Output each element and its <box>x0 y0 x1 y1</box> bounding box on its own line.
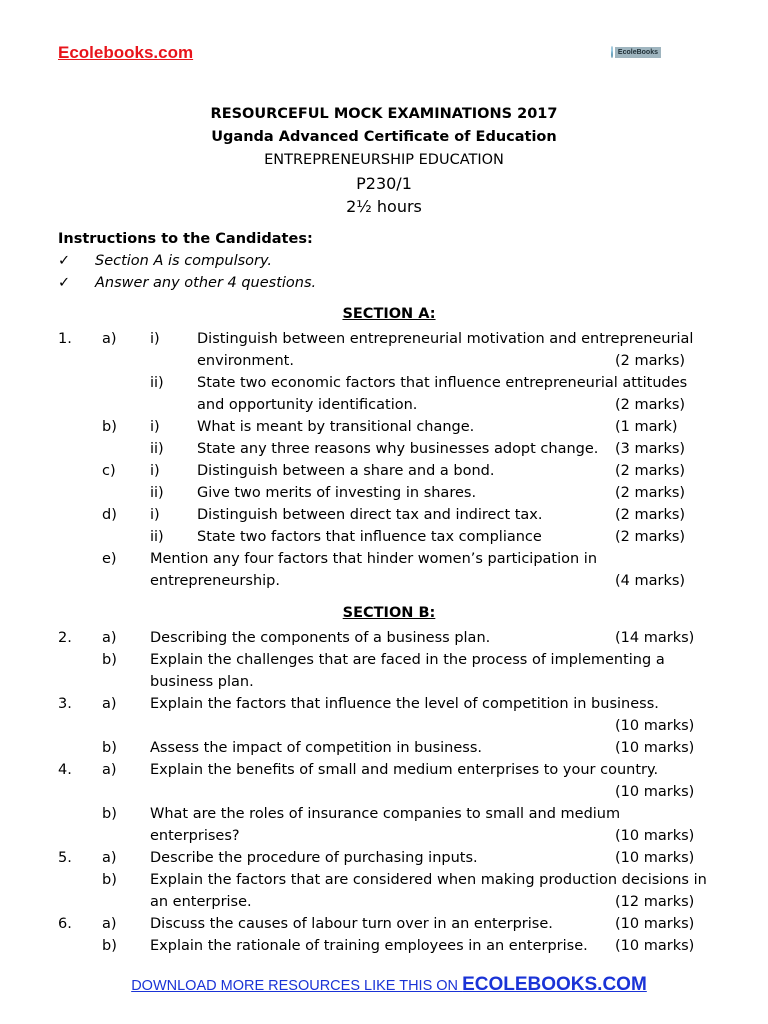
question-part: b) <box>102 740 117 756</box>
logo-wordmark: EcoleBooks <box>615 47 661 58</box>
question-text: and opportunity identification. <box>197 397 418 413</box>
question-row <box>0 847 768 869</box>
question-text: State any three reasons why businesses adopt change. <box>197 441 599 457</box>
question-row <box>0 482 768 504</box>
question-text: Assess the impact of competition in business. <box>150 740 482 756</box>
question-part: d) <box>102 507 117 523</box>
question-marks: (2 marks) <box>615 353 686 369</box>
question-part: a) <box>102 916 117 932</box>
question-text: Explain the challenges that are faced in the process of implementing a <box>150 652 665 668</box>
question-row <box>0 328 768 350</box>
question-row <box>0 394 768 416</box>
question-row <box>0 891 768 913</box>
question-text: an enterprise. <box>150 894 252 910</box>
footer-site: ECOLEBOOKS.COM <box>462 974 647 995</box>
brand-link[interactable]: Ecolebooks.com <box>58 43 194 62</box>
instructions-title: Instructions to the Candidates: <box>58 231 313 247</box>
question-marks: (2 marks) <box>615 397 686 413</box>
question-text: Explain the factors that influence the level of competition in business. <box>150 696 659 712</box>
question-part: b) <box>102 419 117 435</box>
question-part: a) <box>102 331 117 347</box>
question-number: 1. <box>58 331 72 347</box>
question-row <box>0 350 768 372</box>
exam-board: Uganda Advanced Certificate of Education <box>211 129 557 145</box>
question-text: Explain the rationale of training employees in an enterprise. <box>150 938 588 954</box>
paper-code: P230/1 <box>356 174 412 193</box>
question-number: 4. <box>58 762 72 778</box>
question-part: a) <box>102 630 117 646</box>
question-row <box>0 548 768 570</box>
question-subpart: i) <box>150 419 160 435</box>
question-text: Give two merits of investing in shares. <box>197 485 477 501</box>
question-part: b) <box>102 938 117 954</box>
question-part: b) <box>102 806 117 822</box>
question-marks: (3 marks) <box>615 441 686 457</box>
question-subpart: ii) <box>150 485 164 501</box>
question-text: Explain the factors that are considered when making production decisions in <box>150 872 707 888</box>
question-text: Explain the benefits of small and medium enterprises to your country. <box>150 762 659 778</box>
checkmark-icon: ✓ <box>58 275 71 291</box>
question-text: Distinguish between direct tax and indirect tax. <box>197 507 543 523</box>
question-text: entrepreneurship. <box>150 573 280 589</box>
globe-icon <box>611 46 613 58</box>
question-text: Distinguish between a share and a bond. <box>197 463 495 479</box>
question-row <box>0 825 768 847</box>
question-marks: (2 marks) <box>615 463 686 479</box>
instructions <box>58 228 316 294</box>
question-marks: (14 marks) <box>615 630 695 646</box>
question-row <box>0 781 768 803</box>
instruction-text: Answer any other 4 questions. <box>95 275 317 291</box>
question-part: b) <box>102 652 117 668</box>
ecolebooks-logo <box>611 44 661 60</box>
question-subpart: ii) <box>150 529 164 545</box>
question-number: 6. <box>58 916 72 932</box>
question-subpart: i) <box>150 463 160 479</box>
download-footer[interactable] <box>0 974 768 996</box>
question-marks: (10 marks) <box>615 740 695 756</box>
question-row <box>0 671 768 693</box>
exam-title: RESOURCEFUL MOCK EXAMINATIONS 2017 <box>210 106 558 122</box>
question-row <box>0 737 768 759</box>
question-text: Distinguish between entrepreneurial motivation and entrepreneurial <box>197 331 694 347</box>
question-row <box>0 913 768 935</box>
question-text: What is meant by transitional change. <box>197 419 475 435</box>
question-part: b) <box>102 872 117 888</box>
instruction-item <box>58 250 316 272</box>
section-b-title: SECTION B: <box>342 605 436 621</box>
question-row <box>0 935 768 957</box>
question-subpart: i) <box>150 331 160 347</box>
question-marks: (12 marks) <box>615 894 695 910</box>
question-part: e) <box>102 551 117 567</box>
footer-prefix: DOWNLOAD MORE RESOURCES LIKE THIS ON <box>131 978 463 994</box>
question-number: 3. <box>58 696 72 712</box>
exam-header <box>0 103 768 218</box>
question-text: State two economic factors that influence entrepreneurial attitudes <box>197 375 688 391</box>
question-row <box>0 693 768 715</box>
instruction-text: Section A is compulsory. <box>95 253 273 269</box>
question-row <box>0 570 768 592</box>
question-row <box>0 649 768 671</box>
question-text: environment. <box>197 353 294 369</box>
question-number: 2. <box>58 630 72 646</box>
section-a-title: SECTION A: <box>342 306 436 322</box>
question-text: Mention any four factors that hinder women’s participation in <box>150 551 598 567</box>
question-marks: (10 marks) <box>615 828 695 844</box>
question-row <box>0 869 768 891</box>
question-text: Discuss the causes of labour turn over in an enterprise. <box>150 916 553 932</box>
exam-subject: ENTREPRENEURSHIP EDUCATION <box>264 152 504 168</box>
question-row <box>0 715 768 737</box>
question-marks: (10 marks) <box>615 850 695 866</box>
question-marks: (2 marks) <box>615 507 686 523</box>
question-marks: (4 marks) <box>615 573 686 589</box>
question-text: Describing the components of a business plan. <box>150 630 491 646</box>
question-part: a) <box>102 850 117 866</box>
question-marks: (2 marks) <box>615 485 686 501</box>
question-part: c) <box>102 463 116 479</box>
question-marks: (10 marks) <box>615 784 695 800</box>
question-subpart: ii) <box>150 441 164 457</box>
question-row <box>0 627 768 649</box>
question-row <box>0 416 768 438</box>
question-part: a) <box>102 696 117 712</box>
question-marks: (1 mark) <box>615 419 678 435</box>
question-part: a) <box>102 762 117 778</box>
instruction-item <box>58 272 316 294</box>
question-marks: (10 marks) <box>615 718 695 734</box>
question-number: 5. <box>58 850 72 866</box>
question-row <box>0 526 768 548</box>
question-subpart: i) <box>150 507 160 523</box>
question-marks: (10 marks) <box>615 916 695 932</box>
question-text: Describe the procedure of purchasing inputs. <box>150 850 478 866</box>
question-row <box>0 438 768 460</box>
question-row <box>0 803 768 825</box>
question-row <box>0 372 768 394</box>
question-marks: (2 marks) <box>615 529 686 545</box>
checkmark-icon: ✓ <box>58 253 71 269</box>
question-marks: (10 marks) <box>615 938 695 954</box>
question-row <box>0 759 768 781</box>
question-text: What are the roles of insurance companies to small and medium <box>150 806 621 822</box>
question-subpart: ii) <box>150 375 164 391</box>
question-row <box>0 504 768 526</box>
question-row <box>0 460 768 482</box>
exam-duration: 2½ hours <box>346 197 422 216</box>
question-text: State two factors that influence tax compliance <box>197 529 542 545</box>
question-text: business plan. <box>150 674 254 690</box>
question-text: enterprises? <box>150 828 240 844</box>
